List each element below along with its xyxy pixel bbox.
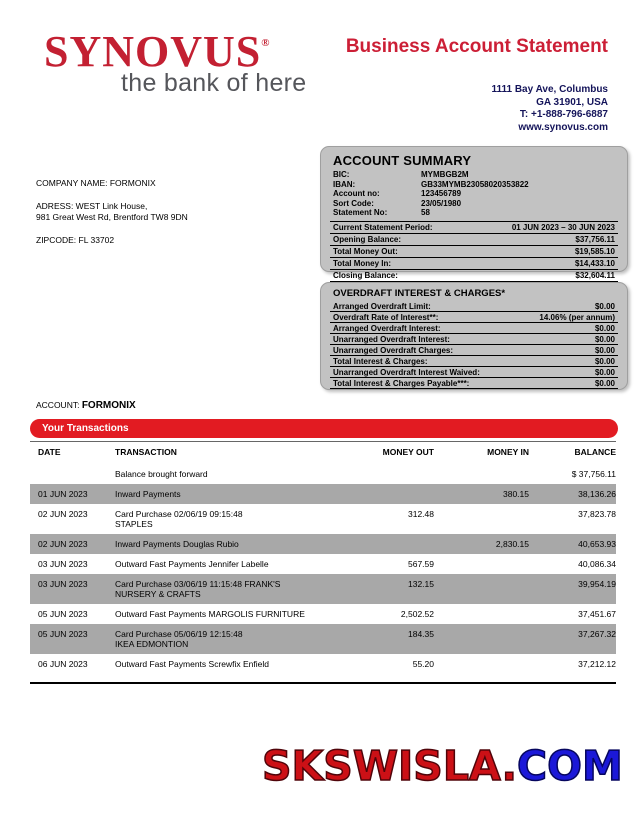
- total-value: $37,756.11: [575, 234, 615, 244]
- overdraft-value: 14.06% (per annum): [539, 312, 615, 322]
- cell-money-in: [434, 509, 529, 529]
- cell-date: 05 JUN 2023: [38, 629, 88, 639]
- cell-money-out: [340, 469, 434, 479]
- overdraft-row: [330, 334, 618, 345]
- cell-date: 02 JUN 2023: [38, 509, 88, 519]
- overdraft-row: [330, 356, 618, 367]
- summary-field: [330, 170, 618, 180]
- recipient-block: [36, 178, 188, 246]
- field-label: Account no:: [333, 189, 380, 199]
- table-row: [30, 574, 616, 604]
- cell-money-in: 2,830.15: [495, 539, 529, 549]
- cell-balance: 40,086.34: [578, 559, 616, 569]
- logo-text: SYNOVUS: [44, 27, 262, 76]
- column-header-balance: BALANCE: [574, 447, 616, 457]
- overdraft-row: [330, 301, 618, 312]
- overdraft-label: Total Interest & Charges:: [333, 356, 428, 366]
- cell-date: 03 JUN 2023: [38, 579, 88, 589]
- transaction-line-1: Balance brought forward: [115, 469, 208, 479]
- total-label: Current Statement Period:: [333, 222, 433, 232]
- transaction-line-1: Card Purchase 02/06/19 09:15:48: [115, 509, 243, 519]
- bank-website: www.synovus.com: [518, 121, 608, 133]
- cell-transaction: [115, 659, 340, 669]
- field-value: MYMBGB2M: [421, 170, 469, 179]
- overdraft-value: $0.00: [594, 345, 615, 355]
- cell-money-out: 567.59: [408, 559, 434, 569]
- account-summary-title: ACCOUNT SUMMARY: [333, 153, 472, 168]
- overdraft-title: OVERDRAFT INTEREST & CHARGES*: [333, 288, 506, 299]
- cell-money-in: [434, 559, 529, 569]
- table-row: [30, 654, 616, 674]
- transaction-line-1: Outward Fast Payments MARGOLIS FURNITURE: [115, 609, 305, 619]
- overdraft-row: [330, 345, 618, 356]
- field-label: IBAN:: [333, 179, 356, 189]
- cell-money-in: [434, 659, 529, 669]
- table-row: [30, 534, 616, 554]
- cell-transaction: [115, 579, 340, 599]
- registered-mark-icon: ®: [261, 37, 270, 49]
- overdraft-value: $0.00: [594, 367, 615, 377]
- transaction-line-2: STAPLES: [115, 519, 153, 529]
- transaction-line-1: Outward Fast Payments Screwfix Enfield: [115, 659, 270, 669]
- transactions-section-bar: [30, 419, 618, 438]
- watermark-primary: SKSWISLA: [262, 742, 502, 790]
- field-label: Statement No:: [333, 208, 388, 218]
- synovus-logo: [44, 20, 270, 75]
- cell-transaction: [115, 509, 340, 529]
- overdraft-value: $0.00: [594, 334, 615, 344]
- account-name: FORMONIX: [81, 400, 136, 411]
- table-row: [30, 554, 616, 574]
- cell-balance: 37,212.12: [578, 659, 616, 669]
- cell-money-out: [340, 489, 434, 499]
- transactions-section-title: Your Transactions: [42, 423, 129, 434]
- field-value: GB33MYMB23058020353822: [421, 179, 529, 189]
- overdraft-label: Unarranged Overdraft Charges:: [333, 345, 454, 355]
- field-value: 58: [421, 208, 430, 218]
- overdraft-row: [330, 323, 618, 334]
- bank-address: [491, 84, 608, 134]
- total-value: $32,604.11: [575, 270, 615, 280]
- watermark-dot: .: [501, 742, 518, 790]
- transaction-line-1: Outward Fast Payments Jennifer Labelle: [115, 559, 269, 569]
- table-row: [30, 624, 616, 654]
- cell-date: 05 JUN 2023: [38, 609, 88, 619]
- bank-address-line: 1111 Bay Ave, Columbus: [491, 84, 608, 95]
- summary-total-row: [330, 233, 618, 245]
- overdraft-label: Total Interest & Charges Payable***:: [333, 378, 470, 388]
- cell-money-out: [340, 539, 434, 549]
- cell-transaction: [115, 559, 340, 569]
- column-header-money-in: MONEY IN: [487, 447, 529, 457]
- cell-money-in: [434, 469, 529, 479]
- field-label: Sort Code:: [333, 198, 374, 208]
- field-label: BIC:: [333, 170, 350, 179]
- table-row: [30, 484, 616, 504]
- cell-date: [30, 469, 115, 479]
- overdraft-row: [330, 312, 618, 323]
- cell-transaction: [115, 489, 340, 499]
- cell-money-in: 380.15: [503, 489, 529, 499]
- table-row: [30, 464, 616, 484]
- overdraft-row: [330, 378, 618, 389]
- table-header-row: [30, 441, 616, 464]
- recipient-company: COMPANY NAME: FORMONIX: [36, 178, 156, 188]
- overdraft-label: Unarranged Overdraft Interest Waived:: [333, 367, 480, 377]
- cell-money-out: 55.20: [412, 659, 434, 669]
- table-row: [30, 504, 616, 534]
- cell-transaction: [115, 629, 340, 649]
- transaction-line-1: Card Purchase 03/06/19 11:15:48 FRANK'S: [115, 579, 281, 589]
- cell-balance: 37,451.67: [578, 609, 616, 619]
- overdraft-value: $0.00: [594, 356, 615, 366]
- summary-totals: [330, 221, 618, 282]
- cell-transaction: [115, 539, 340, 549]
- field-value: 23/05/1980: [421, 198, 462, 208]
- total-value: 01 JUN 2023 – 30 JUN 2023: [511, 222, 615, 232]
- brand-tagline: the bank of here: [121, 69, 307, 97]
- recipient-address-2: 981 Great West Rd, Brentford TW8 9DN: [36, 212, 188, 222]
- summary-total-row: [330, 221, 618, 233]
- transaction-line-2: IKEA EDMONTION: [115, 639, 189, 649]
- summary-total-row: [330, 245, 618, 257]
- statement-title: Business Account Statement: [345, 36, 608, 57]
- cell-date: 03 JUN 2023: [38, 559, 88, 569]
- transaction-line-1: Inward Payments Douglas Rubio: [115, 539, 239, 549]
- overdraft-box: [320, 282, 628, 390]
- transaction-line-2: NURSERY & CRAFTS: [115, 589, 201, 599]
- cell-date: 02 JUN 2023: [38, 539, 88, 549]
- column-header-transaction: TRANSACTION: [115, 447, 177, 457]
- cell-money-in: [434, 579, 529, 599]
- transaction-line-1: Inward Payments: [115, 489, 181, 499]
- overdraft-label: Arranged Overdraft Limit:: [333, 301, 431, 311]
- transactions-table: [30, 441, 616, 684]
- cell-balance: 40,653.93: [578, 539, 616, 549]
- watermark: [262, 742, 623, 790]
- account-line: [36, 400, 136, 411]
- transaction-line-1: Card Purchase 05/06/19 12:15:48: [115, 629, 243, 639]
- column-header-money-out: MONEY OUT: [382, 447, 434, 457]
- cell-balance: 37,267.32: [578, 629, 616, 639]
- cell-balance: 38,136.26: [578, 489, 616, 499]
- watermark-secondary: COM: [517, 742, 623, 790]
- cell-balance: $ 37,756.11: [571, 469, 616, 479]
- cell-money-out: 132.15: [408, 579, 434, 589]
- total-label: Opening Balance:: [333, 234, 402, 244]
- total-value: $19,585.10: [574, 246, 615, 256]
- total-label: Total Money In:: [333, 258, 392, 268]
- summary-field: [330, 199, 618, 209]
- summary-total-row: [330, 257, 618, 269]
- summary-field: [330, 208, 618, 218]
- cell-date: 06 JUN 2023: [38, 659, 88, 669]
- overdraft-label: Overdraft Rate of Interest**:: [333, 312, 439, 322]
- cell-money-in: [434, 609, 529, 619]
- overdraft-value: $0.00: [594, 301, 615, 311]
- cell-balance: 39,954.19: [578, 579, 616, 589]
- table-bottom-rule: [30, 682, 616, 684]
- field-value: 123456789: [421, 189, 462, 199]
- column-header-date: DATE: [38, 447, 61, 457]
- overdraft-value: $0.00: [594, 323, 615, 333]
- overdraft-label: Unarranged Overdraft Interest:: [333, 334, 450, 344]
- summary-field: [330, 189, 618, 199]
- cell-money-out: 312.48: [408, 509, 434, 519]
- cell-date: 01 JUN 2023: [38, 489, 88, 499]
- overdraft-row: [330, 367, 618, 378]
- bank-address-line: GA 31901, USA: [536, 96, 608, 108]
- cell-transaction: [115, 609, 340, 619]
- cell-money-out: 2,502.52: [400, 609, 434, 619]
- recipient-address-1: ADRESS: WEST Link House,: [36, 201, 148, 211]
- overdraft-label: Arranged Overdraft Interest:: [333, 323, 441, 333]
- table-row: [30, 604, 616, 624]
- summary-total-row: [330, 269, 618, 282]
- total-value: $14,433.10: [574, 258, 615, 268]
- total-label: Closing Balance:: [333, 270, 398, 280]
- account-summary-box: [320, 146, 628, 280]
- cell-transaction: [115, 469, 340, 479]
- total-label: Total Money Out:: [333, 246, 398, 256]
- cell-money-in: [434, 629, 529, 649]
- recipient-zipcode: ZIPCODE: FL 33702: [36, 235, 115, 245]
- overdraft-value: $0.00: [594, 378, 615, 388]
- cell-money-out: 184.35: [408, 629, 434, 639]
- account-label: ACCOUNT:: [36, 400, 80, 410]
- cell-balance: 37,823.78: [578, 509, 616, 519]
- summary-field: [330, 180, 618, 190]
- bank-phone: T: +1-888-796-6887: [519, 109, 608, 120]
